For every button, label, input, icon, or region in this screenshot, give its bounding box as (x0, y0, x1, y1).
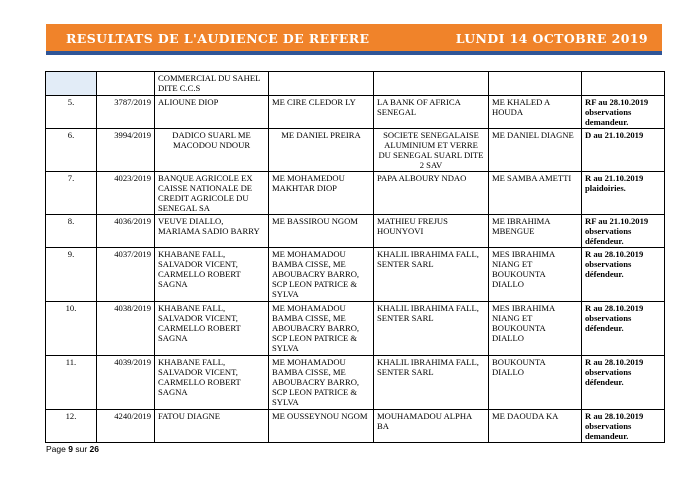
table-row (46, 72, 665, 96)
row-number: 12. (46, 410, 97, 443)
roll-number: 3787/2019 (97, 96, 155, 129)
defendant: MATHIEU FREJUS HOUNYOVI (374, 215, 489, 248)
roll-number: 3994/2019 (97, 129, 155, 172)
footer-page-prefix: Page (46, 444, 66, 454)
decision: R au 28.10.2019 observations défendeur. (582, 248, 665, 302)
defendant-lawyer: MES IBRAHIMA NIANG ET BOUKOUNTA DIALLO (489, 248, 582, 302)
defendant: LA BANK OF AFRICA SENEGAL (374, 96, 489, 129)
table-row (46, 302, 665, 356)
plaintiff-lawyer: ME MOHAMEDOU MAKHTAR DIOP (269, 172, 374, 215)
defendant-lawyer: ME DANIEL DIAGNE (489, 129, 582, 172)
plaintiff: KHABANE FALL, SALVADOR VICENT, CARMELLO ROBERT SAGNA (155, 356, 269, 410)
defendant-lawyer: BOUKOUNTA DIALLO (489, 356, 582, 410)
header-title: RESULTATS DE L'AUDIENCE DE REFERE (66, 31, 370, 46)
defendant-lawyer: ME KHALED A HOUDA (489, 96, 582, 129)
row-number: 10. (46, 302, 97, 356)
roll-number: 4037/2019 (97, 248, 155, 302)
page-header (46, 24, 662, 55)
table-row (46, 129, 665, 172)
roll-number: 4039/2019 (97, 356, 155, 410)
defendant: PAPA ALBOURY NDAO (374, 172, 489, 215)
plaintiff: BANQUE AGRICOLE EX CAISSE NATIONALE DE CREDIT AGRICOLE DU SENEGAL SA (155, 172, 269, 215)
defendant-lawyer (489, 72, 582, 96)
decision: D au 21.10.2019 (582, 129, 665, 172)
row-number: 9. (46, 248, 97, 302)
table-row (46, 410, 665, 443)
table-row (46, 172, 665, 215)
table-row (46, 96, 665, 129)
defendant-lawyer: ME IBRAHIMA MBENGUE (489, 215, 582, 248)
table-row (46, 248, 665, 302)
defendant-lawyer: ME SAMBA AMETTI (489, 172, 582, 215)
row-number: 5. (46, 96, 97, 129)
plaintiff: DADICO SUARL ME MACODOU NDOUR (155, 129, 269, 172)
defendant: KHALIL IBRAHIMA FALL, SENTER SARL (374, 248, 489, 302)
plaintiff-lawyer: ME CIRE CLEDOR LY (269, 96, 374, 129)
plaintiff-lawyer: ME DANIEL PREIRA (269, 129, 374, 172)
decision: RF au 28.10.2019 observations demandeur. (582, 96, 665, 129)
plaintiff-lawyer: ME MOHAMADOU BAMBA CISSE, ME ABOUBACRY BARRO, SCP LEON PATRICE & SYLVA (269, 302, 374, 356)
results-table (45, 71, 665, 443)
plaintiff-lawyer: ME MOHAMADOU BAMBA CISSE, ME ABOUBACRY BARRO, SCP LEON PATRICE & SYLVA (269, 248, 374, 302)
decision: R au 21.10.2019 plaidoiries. (582, 172, 665, 215)
plaintiff: FATOU DIAGNE (155, 410, 269, 443)
defendant: MOUHAMADOU ALPHA BA (374, 410, 489, 443)
page-footer (46, 444, 99, 454)
row-number (46, 72, 97, 96)
decision: RF au 21.10.2019 observations défendeur. (582, 215, 665, 248)
plaintiff-lawyer: ME OUSSEYNOU NGOM (269, 410, 374, 443)
decision: R au 28.10.2019 observations demandeur. (582, 410, 665, 443)
roll-number: 4038/2019 (97, 302, 155, 356)
defendant (374, 72, 489, 96)
roll-number: 4023/2019 (97, 172, 155, 215)
plaintiff: KHABANE FALL, SALVADOR VICENT, CARMELLO ROBERT SAGNA (155, 302, 269, 356)
plaintiff: VEUVE DIALLO, MARIAMA SADIO BARRY (155, 215, 269, 248)
defendant-lawyer: ME DAOUDA KA (489, 410, 582, 443)
decision (582, 72, 665, 96)
row-number: 7. (46, 172, 97, 215)
plaintiff-lawyer: ME BASSIROU NGOM (269, 215, 374, 248)
footer-page-number: 9 (68, 444, 73, 454)
defendant: KHALIL IBRAHIMA FALL, SENTER SARL (374, 356, 489, 410)
decision: R au 28.10.2019 observations défendeur. (582, 356, 665, 410)
defendant-lawyer: MES IBRAHIMA NIANG ET BOUKOUNTA DIALLO (489, 302, 582, 356)
table-row (46, 215, 665, 248)
row-number: 8. (46, 215, 97, 248)
decision: R au 28.10.2019 observations défendeur. (582, 302, 665, 356)
table-row (46, 356, 665, 410)
roll-number: 4240/2019 (97, 410, 155, 443)
plaintiff: COMMERCIAL DU SAHEL DITE C.C.S (155, 72, 269, 96)
defendant: SOCIETE SENEGALAISE ALUMINIUM ET VERRE DU SENEGAL SUARL DITE 2 SAV (374, 129, 489, 172)
roll-number: 4036/2019 (97, 215, 155, 248)
plaintiff-lawyer: ME MOHAMADOU BAMBA CISSE, ME ABOUBACRY BARRO, SCP LEON PATRICE & SYLVA (269, 356, 374, 410)
defendant: KHALIL IBRAHIMA FALL, SENTER SARL (374, 302, 489, 356)
header-date: LUNDI 14 OCTOBRE 2019 (455, 31, 648, 46)
plaintiff-lawyer (269, 72, 374, 96)
footer-page-sep: sur (75, 444, 88, 454)
plaintiff: ALIOUNE DIOP (155, 96, 269, 129)
roll-number (97, 72, 155, 96)
footer-page-total: 26 (89, 444, 99, 454)
row-number: 11. (46, 356, 97, 410)
plaintiff: KHABANE FALL, SALVADOR VICENT, CARMELLO ROBERT SAGNA (155, 248, 269, 302)
results-table-body (46, 72, 665, 443)
row-number: 6. (46, 129, 97, 172)
